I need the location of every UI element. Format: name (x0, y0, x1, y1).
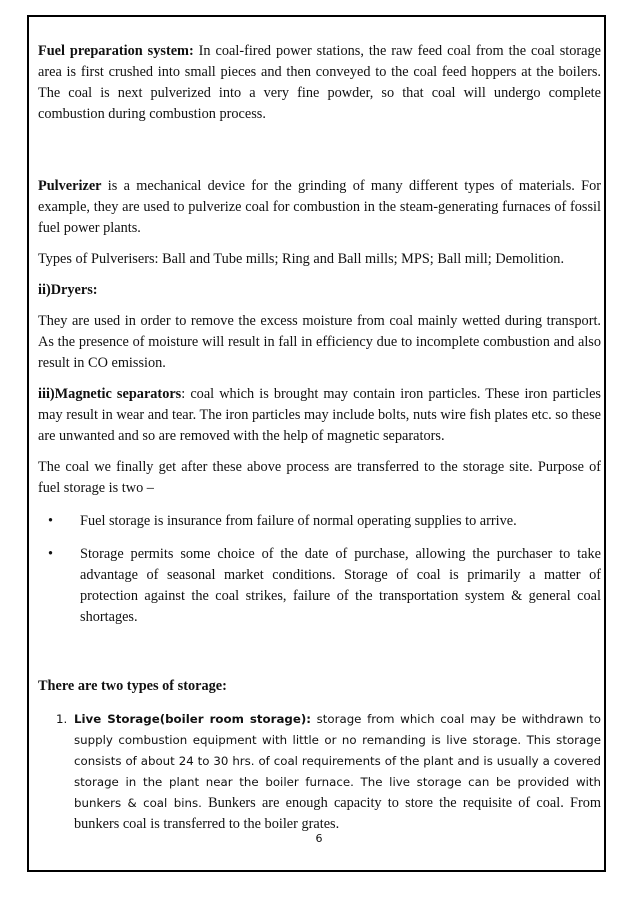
magnetic-separators-heading: iii)Magnetic separators (38, 386, 182, 402)
fuel-preparation-paragraph (38, 41, 601, 125)
fuel-storage-purpose-list (38, 511, 601, 628)
pulverizer-paragraph (38, 176, 601, 239)
list-item: • Storage permits some choice of the date of purchase, allowing the purchaser to take advantage of seasonal market conditions. Storage of coal is primarily a matter of protection against the coal strikes, failure of the transportation system & general coal shortages. (80, 544, 601, 628)
magnetic-separators-text: : coal which is brought may contain iron particles. These iron particles may result in wear and tear. The iron particles may include bolts, nuts wire fish plates etc. so these are unwanted and so are removed with the help of magnetic separators. (38, 386, 601, 444)
magnetic-separators-paragraph (38, 384, 601, 447)
dryers-heading: ii)Dryers: (38, 282, 98, 298)
fuel-preparation-heading: Fuel preparation system: (38, 43, 194, 59)
live-storage-title: Live Storage(boiler room storage): (74, 712, 311, 726)
dryers-text: They are used in order to remove the excess moisture from coal mainly wetted during transport. As the presence of moisture will result in fall in efficiency due to incomplete combustion and also result in CO emission. (38, 313, 601, 371)
fuel-storage-purpose: The coal we finally get after these above process are transferred to the storage site. Purpose of fuel storage is two – (38, 459, 601, 496)
list-number: 1. (56, 712, 68, 726)
storage-types-list (38, 709, 601, 835)
storage-types-heading: There are two types of storage: (38, 678, 227, 694)
list-item: • Fuel storage is insurance from failure of normal operating supplies to arrive. (80, 511, 601, 532)
live-storage-bunkers-text: Bunkers are enough capacity to store the requisite of coal. From bunkers coal is transferred to the boiler grates. (74, 795, 602, 832)
page-number: 6 (315, 832, 323, 845)
types-of-pulverisers: Types of Pulverisers: Ball and Tube mills; Ring and Ball mills; MPS; Ball mill; Demolition. (38, 251, 565, 267)
live-storage-text: storage from which coal may be withdrawn to supply combustion equipment with little or no remanding is live storage. This storage consists of about 24 to 30 hrs. of coal requirements of the plant and is usually a covered storage in the plant near the boiler furnace. The live storage can be provided with bunkers & coal bins. (74, 712, 601, 810)
document-body (38, 41, 601, 835)
live-storage-item (56, 709, 602, 835)
pulverizer-term: Pulverizer (38, 178, 102, 194)
pulverizer-text: is a mechanical device for the grinding of many different types of materials. For example, they are used to pulverize coal for combustion in the steam-generating furnaces of fossil fuel power plants. (38, 178, 601, 236)
fuel-preparation-text: In coal-fired power stations, the raw feed coal from the coal storage area is first crushed into small pieces and then conveyed to the coal feed hoppers at the boilers. The coal is next pulverized into a very fine powder, so that coal will undergo complete combustion during combustion process. (38, 43, 602, 122)
